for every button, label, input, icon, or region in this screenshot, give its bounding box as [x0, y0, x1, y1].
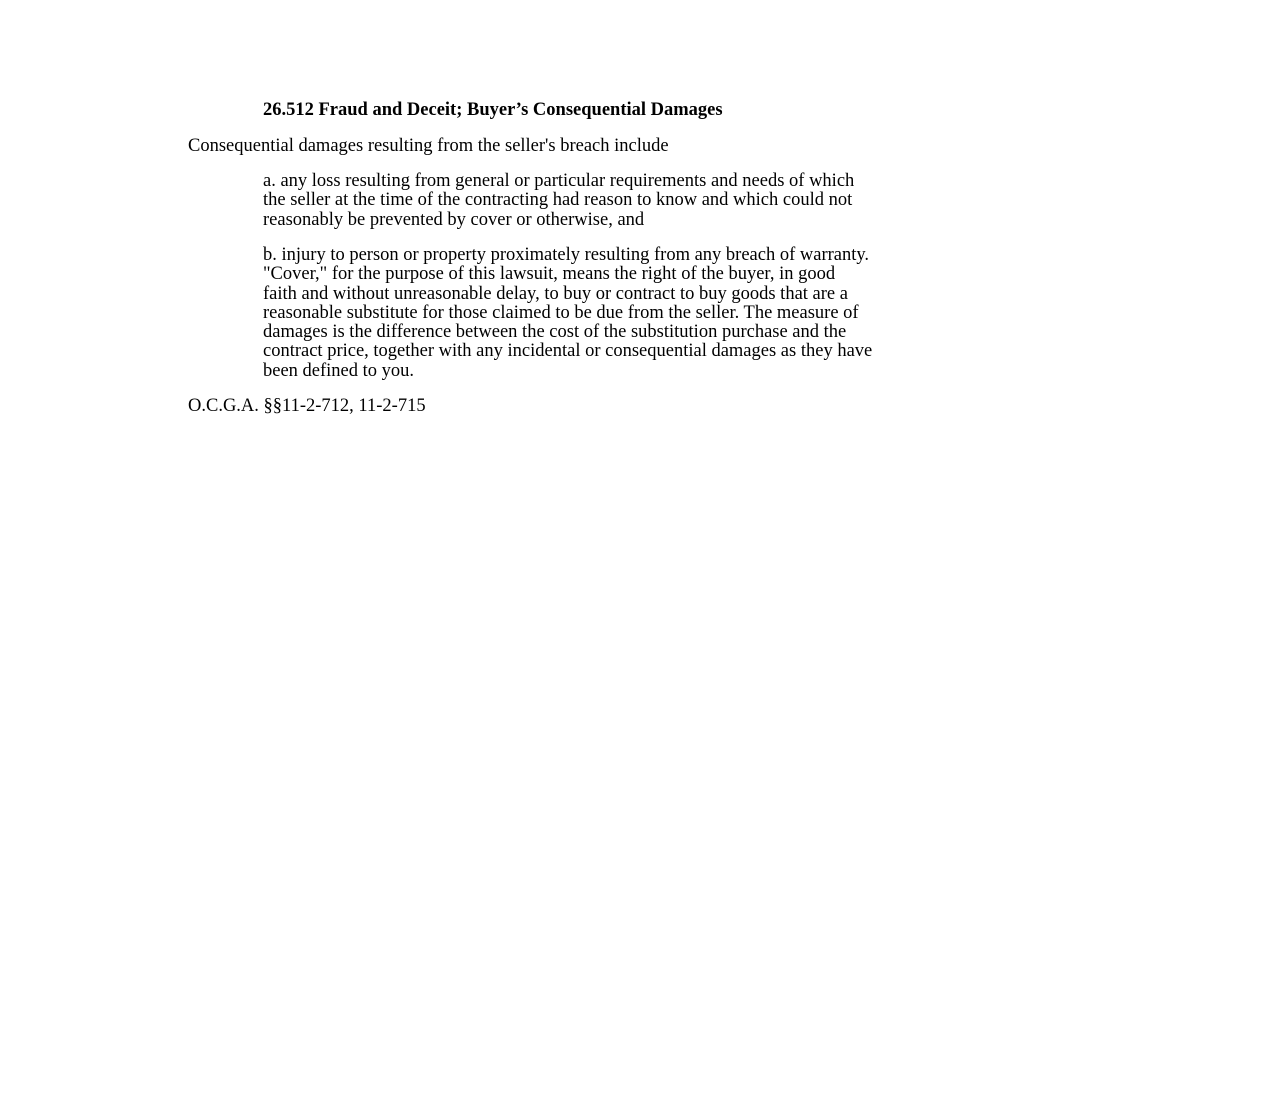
text-line: been defined to you. [263, 360, 415, 381]
text-line: contract price, together with any incidental or consequential damages as they have [263, 341, 873, 362]
text-line: reasonable substitute for those claimed to be due from the seller. The measure of [263, 302, 859, 323]
statute-citation: O.C.G.A. §§11-2-712, 11-2-715 [188, 396, 426, 416]
list-item-a [263, 172, 1095, 230]
text-line: a. any loss resulting from general or particular requirements and needs of which [263, 171, 855, 191]
text-line: damages is the difference between the cost of the substitution purchase and the [263, 322, 847, 343]
text-line: the seller at the time of the contracting had reason to know and which could not [263, 190, 853, 211]
text-line: reasonably be prevented by cover or otherwise, and [263, 209, 645, 230]
text-line: "Cover," for the purpose of this lawsuit, means the right of the buyer, in good [263, 264, 836, 285]
intro-paragraph: Consequential damages resulting from the seller's breach include [188, 136, 669, 156]
text-line: b. injury to person or property proximately resulting from any breach of warranty. [263, 245, 870, 265]
section-heading: 26.512 Fraud and Deceit; Buyer’s Consequential Damages [263, 100, 723, 120]
text-line: faith and without unreasonable delay, to buy or contract to buy goods that are a [263, 283, 848, 304]
list-item-b [263, 246, 1095, 381]
